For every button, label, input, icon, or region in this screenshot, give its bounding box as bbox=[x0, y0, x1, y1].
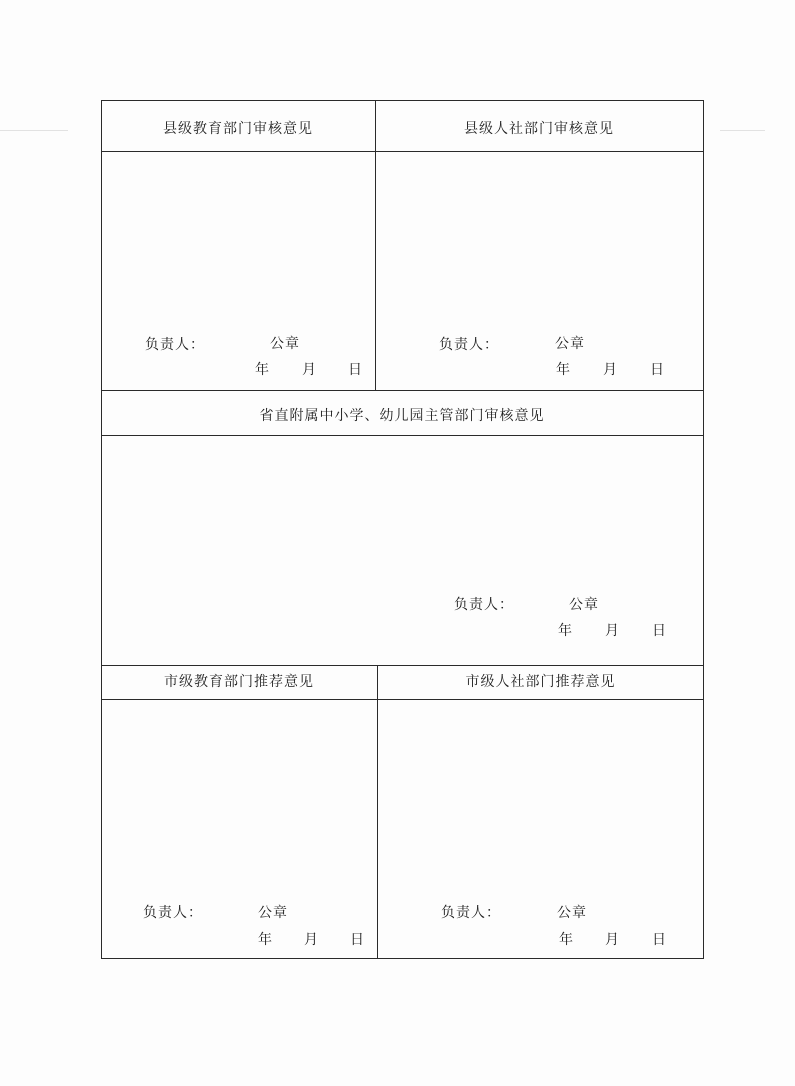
date-month-label: 月 bbox=[603, 362, 618, 378]
column-divider bbox=[377, 665, 378, 958]
row-divider bbox=[101, 665, 703, 666]
date-year-label: 年 bbox=[258, 932, 273, 948]
date-day-label: 日 bbox=[652, 932, 667, 948]
row-divider bbox=[101, 699, 703, 700]
date-month-label: 月 bbox=[605, 623, 620, 639]
row-divider bbox=[101, 390, 703, 391]
date-day-label: 日 bbox=[650, 362, 665, 378]
date-year-label: 年 bbox=[556, 362, 571, 378]
date-day-label: 日 bbox=[348, 362, 363, 378]
scan-artifact-left bbox=[0, 130, 68, 131]
section-title: 市级教育部门推荐意见 bbox=[164, 674, 314, 690]
seal-label: 公章 bbox=[270, 336, 300, 352]
date-year-label: 年 bbox=[559, 932, 574, 948]
signer-label: 负责人： bbox=[441, 905, 501, 921]
seal-label: 公章 bbox=[569, 597, 599, 613]
date-year-label: 年 bbox=[255, 362, 270, 378]
scan-artifact-right bbox=[720, 130, 765, 131]
row-divider bbox=[101, 151, 703, 152]
section-title: 省直附属中小学、幼儿园主管部门审核意见 bbox=[259, 408, 545, 424]
seal-label: 公章 bbox=[555, 336, 585, 352]
date-day-label: 日 bbox=[652, 623, 667, 639]
date-month-label: 月 bbox=[605, 932, 620, 948]
section-title: 市级人社部门推荐意见 bbox=[465, 674, 616, 690]
date-year-label: 年 bbox=[558, 623, 573, 639]
signer-label: 负责人： bbox=[454, 597, 514, 613]
review-form-table bbox=[101, 100, 704, 959]
row-divider bbox=[101, 435, 703, 436]
section-title: 县级人社部门审核意见 bbox=[464, 121, 614, 137]
section-title: 县级教育部门审核意见 bbox=[163, 121, 313, 137]
signer-label: 负责人： bbox=[439, 337, 499, 353]
signer-label: 负责人： bbox=[145, 337, 205, 353]
seal-label: 公章 bbox=[557, 905, 587, 921]
seal-label: 公章 bbox=[258, 905, 288, 921]
date-day-label: 日 bbox=[350, 932, 365, 948]
signer-label: 负责人： bbox=[143, 905, 203, 921]
date-month-label: 月 bbox=[304, 932, 319, 948]
column-divider bbox=[375, 100, 376, 390]
date-month-label: 月 bbox=[302, 362, 317, 378]
